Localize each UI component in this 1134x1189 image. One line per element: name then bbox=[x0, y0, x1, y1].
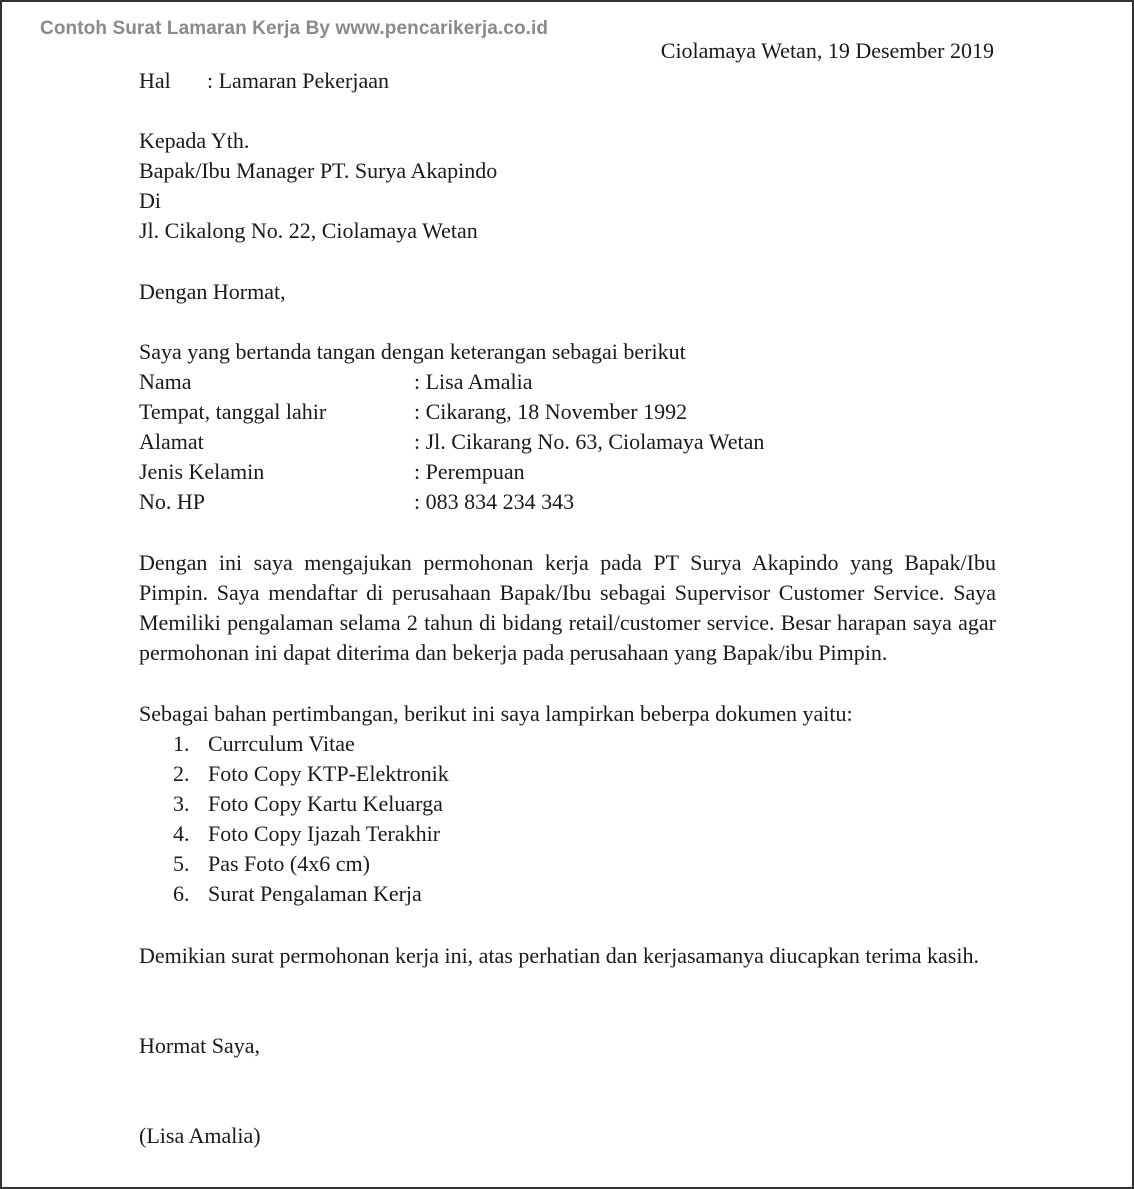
list-text: Foto Copy KTP-Elektronik bbox=[208, 761, 449, 786]
list-text: Currculum Vitae bbox=[208, 731, 355, 756]
recipient-line: Bapak/Ibu Manager PT. Surya Akapindo bbox=[139, 158, 498, 183]
list-item bbox=[173, 849, 996, 879]
list-number: 3. bbox=[173, 791, 190, 816]
field-value: : Cikarang, 18 November 1992 bbox=[414, 399, 688, 424]
field-row bbox=[139, 457, 996, 487]
list-text: Foto Copy Ijazah Terakhir bbox=[208, 821, 441, 846]
field-value: : Lisa Amalia bbox=[414, 369, 533, 394]
sign-off: Hormat Saya, bbox=[139, 1033, 260, 1058]
list-number: 4. bbox=[173, 821, 190, 846]
field-label: Tempat, tanggal lahir bbox=[139, 399, 327, 424]
field-value: : 083 834 234 343 bbox=[414, 489, 575, 514]
field-label: Jenis Kelamin bbox=[139, 459, 265, 484]
list-item bbox=[173, 879, 996, 909]
list-text: Foto Copy Kartu Keluarga bbox=[208, 791, 443, 816]
field-row bbox=[139, 487, 996, 517]
field-row bbox=[139, 397, 996, 427]
recipient-line: Di bbox=[139, 188, 161, 213]
list-item bbox=[173, 789, 996, 819]
subject-label: Hal bbox=[139, 68, 171, 93]
list-number: 6. bbox=[173, 881, 190, 906]
intro-line: Saya yang bertanda tangan dengan keterangan sebagai berikut bbox=[139, 339, 686, 364]
field-label: No. HP bbox=[139, 489, 206, 514]
recipient-line: Kepada Yth. bbox=[139, 128, 250, 153]
signature-block bbox=[139, 1121, 996, 1151]
list-item bbox=[173, 759, 996, 789]
subject-value: : Lamaran Pekerjaan bbox=[207, 68, 390, 93]
greeting-block bbox=[139, 277, 996, 307]
field-label: Nama bbox=[139, 369, 192, 394]
list-item bbox=[173, 729, 996, 759]
field-value: : Jl. Cikarang No. 63, Ciolamaya Wetan bbox=[414, 429, 765, 454]
field-row bbox=[139, 367, 996, 397]
list-number: 2. bbox=[173, 761, 190, 786]
list-number: 1. bbox=[173, 731, 190, 756]
closing-paragraph: Demikian surat permohonan kerja ini, atas perhatian dan kerjasamanya diucapkan terima kasih. bbox=[139, 943, 979, 968]
subject-line bbox=[139, 66, 996, 96]
list-text: Surat Pengalaman Kerja bbox=[208, 881, 422, 906]
recipient-block bbox=[139, 126, 996, 246]
sign-off-block bbox=[139, 1031, 996, 1061]
field-label: Alamat bbox=[139, 429, 204, 454]
greeting: Dengan Hormat, bbox=[139, 279, 286, 304]
recipient-line: Jl. Cikalong No. 22, Ciolamaya Wetan bbox=[139, 218, 478, 243]
list-item bbox=[173, 819, 996, 849]
list-text: Pas Foto (4x6 cm) bbox=[208, 851, 370, 876]
letter-date: Ciolamaya Wetan, 19 Desember 2019 bbox=[660, 38, 994, 63]
list-number: 5. bbox=[173, 851, 190, 876]
applicant-info bbox=[139, 337, 996, 517]
field-row bbox=[139, 427, 996, 457]
attachments-intro: Sebagai bahan pertimbangan, berikut ini saya lampirkan beberpa dokumen yaitu: bbox=[139, 701, 853, 726]
application-paragraph: Dengan ini saya mengajukan permohonan kerja pada PT Surya Akapindo yang Bapak/Ibu Pimpin. Saya mendaftar di perusahaan Bapak/Ibu sebagai Supervisor Customer Service. Saya Memiliki pengalaman selama 2 tahun di bidang retail/customer service. Besar harapan saya agar permohonan ini dapat diterima dan bekerja pada perusahaan yang Bapak/ibu Pimpin. bbox=[139, 550, 996, 665]
watermark: Contoh Surat Lamaran Kerja By www.pencarikerja.co.id bbox=[40, 18, 549, 39]
attachments-block bbox=[139, 699, 996, 909]
signature-name: (Lisa Amalia) bbox=[139, 1123, 261, 1148]
field-value: : Perempuan bbox=[414, 459, 525, 484]
